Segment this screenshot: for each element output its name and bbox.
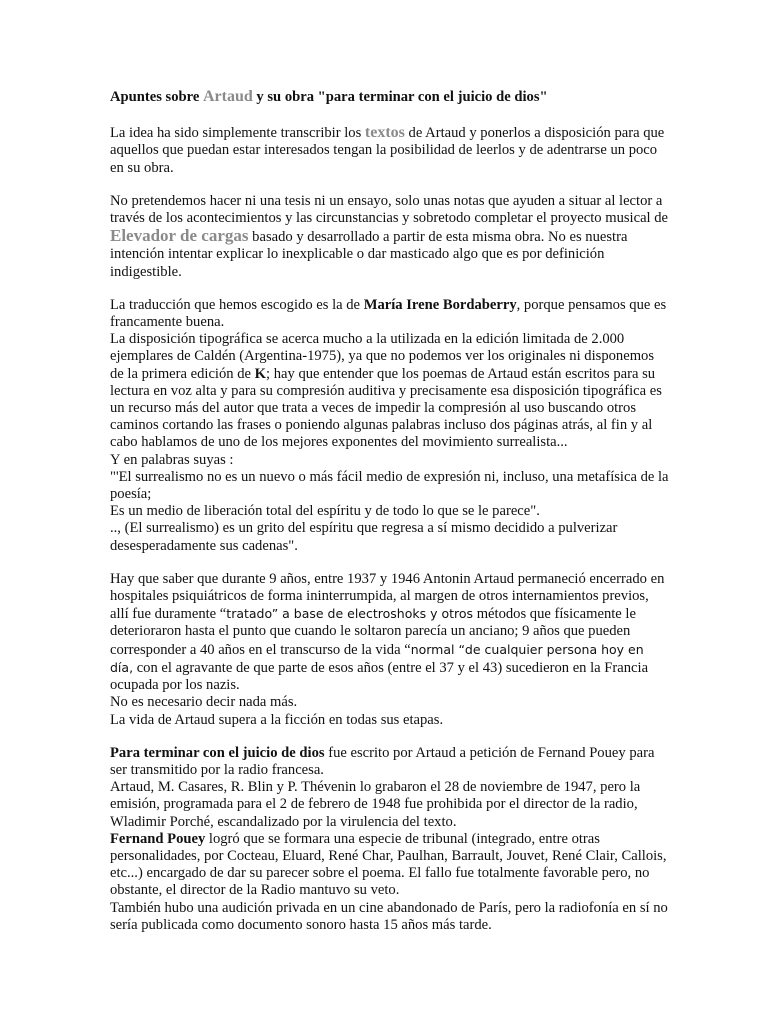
paragraph-intro (110, 124, 670, 177)
text: métodos que físicamente le deterioraron hasta el punto que cuando le soltaron parecía un anciano; 9 años que pueden corresponder a 40 años en el transcurso de la vida “ (110, 606, 636, 658)
translator-name: María Irene Bordaberry (363, 296, 517, 313)
title-suffix: y su obra "para terminar con el juicio de dios" (252, 89, 548, 105)
paragraph-translation (110, 297, 670, 555)
text-mono: tratado” a base de electroshoks y otros (226, 606, 474, 622)
text: con el agravante de que parte de esos años (entre el 37 y el 43) sucedieron en la Francia ocupada por los nazis. (110, 659, 649, 694)
text: La idea ha sido simplemente transcribir los (110, 125, 365, 142)
text: No es necesario decir nada más. (110, 694, 298, 711)
quote-line: "'El surrealismo no es un nuevo o más fácil medio de expresión ni, incluso, una metafísica de la poesía; (110, 468, 669, 503)
document-page (110, 88, 670, 950)
text: También hubo una audición privada en un cine abandonado de París, pero la radiofonía en sí no sería publicada como documento sonoro hasta 15 años más tarde. (110, 899, 668, 933)
text: No pretendemos hacer ni una tesis ni un ensayo, solo unas notas que ayuden a situar al lector a través de los acontecimientos y las circunstancias y sobretodo completar el proyecto musical de (110, 192, 669, 227)
text: basado y desarrollado a partir de esta misma obra. No es nuestra intención intentar explicar lo inexplicable o dar masticado algo que es por definición indigestible. (110, 229, 628, 280)
edition-k: K (254, 365, 267, 382)
paragraph-biography (110, 571, 670, 729)
text-mono: normal “de cualquier persona hoy en día, (110, 641, 644, 675)
textos-link[interactable]: textos (364, 124, 405, 142)
work-title: Para terminar con el juicio de dios (110, 744, 325, 761)
title-prefix: Apuntes sobre (110, 89, 203, 105)
text: logró que se formara una especie de tribunal (integrado, entre otras personalidades, por Cocteau, Eluard, René Char, Paulhan, Barrault, Jouvet, René Clair, Callois, etc...) encargado de dar su parecer sobre el poema. El fallo fue totalmente favorable pero, no obstante, el director de la Radio mantuvo su veto. (110, 830, 667, 899)
text: de Artaud y ponerlos a disposición para que aquellos que puedan estar interesados tengan la posibilidad de leerlos y de adentrarse un poco en su obra. (110, 125, 665, 176)
text: La disposición tipográfica se acerca mucho a la utilizada en la edición limitada de 2.000 ejemplares de Caldén (Argentina-1975), ya que no podemos ver los originales ni disponemos de la primera edición de (110, 331, 655, 382)
text: , porque pensamos que es francamente buena. (110, 296, 667, 331)
person-name: Fernand Pouey (110, 830, 206, 847)
text: Hay que saber que durante 9 años, entre 1937 y 1946 Antonin Artaud permaneció encerrado en hospitales psiquiátricos de forma ininterrumpida, al margen de otros internamientos previos, allí fue duramente “ (110, 570, 665, 623)
elevador-de-cargas-link[interactable]: Elevador de cargas (110, 226, 249, 246)
text: La vida de Artaud supera a la ficción en todas sus etapas. (110, 711, 444, 728)
text: Artaud, M. Casares, R. Blin y P. Thévenin lo grabaron el 28 de noviembre de 1947, pero la emisión, programada para el 2 de febrero de 1948 fue prohibida por el director de la radio, Wladimir Porché, escandalizado por la virulencia del texto. (110, 779, 641, 830)
text: Y en palabras suyas : (110, 451, 234, 468)
paragraph-history (110, 745, 670, 934)
text: ; hay que entender que los poemas de Artaud están escritos para su lectura en voz alta y para su compresión auditiva y precisamente esa disposición tipográfica es un recurso más del autor que trata a veces de impedir la compresión al uso buscando otros caminos cortando las frases o poniendo algunas palabras incluso dos páginas atrás, al fin y al cabo hablamos de uno de los mejores exponentes del movimiento surrealista... (110, 365, 662, 451)
text: La traducción que hemos escogido es la de (110, 296, 364, 313)
document-title (110, 88, 670, 106)
quote-line: .., (El surrealismo) es un grito del espíritu que regresa a sí mismo decidido a pulverizar desesperadamente sus cadenas". (110, 520, 618, 554)
artaud-link[interactable]: Artaud (203, 88, 253, 105)
text: fue escrito por Artaud a petición de Fernand Pouey para ser transmitido por la radio francesa. (110, 744, 655, 778)
quote-line: Es un medio de liberación total del espíritu y de todo lo que se le parece". (110, 503, 540, 520)
paragraph-purpose (110, 193, 670, 281)
